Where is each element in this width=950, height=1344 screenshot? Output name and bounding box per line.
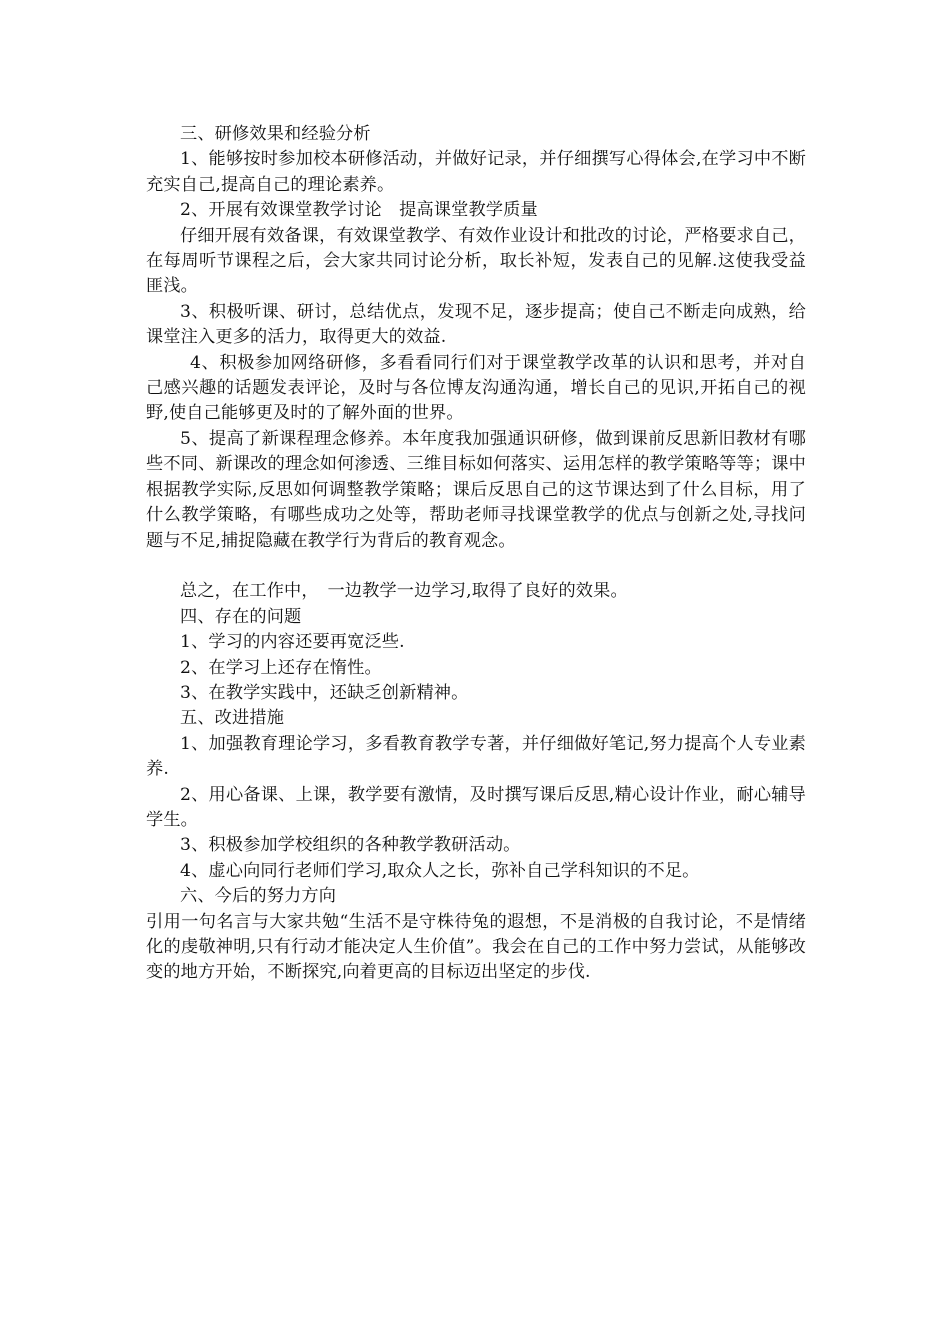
paragraph-closing: 引用一句名言与大家共勉“生活不是守株待兔的遐想，不是消极的自我讨论，不是情绪化的虔敬神明,只有行动才能决定人生价值”。我会在自己的工作中努力尝试，从能够改变的地方开始，不断探究,向着更高的目标迈出坚定的步伐. [146, 911, 806, 983]
paragraph: 3、积极听课、研讨，总结优点，发现不足，逐步提高；使自己不断走向成熟，给课堂注入更多的活力，取得更大的效益. [146, 301, 806, 348]
list-item: 1、学习的内容还要再宽泛些. [180, 632, 405, 653]
paragraph: 4、积极参加网络研修，多看看同行们对于课堂教学改革的认识和思考，并对自己感兴趣的话题发表评论，及时与各位博友沟通沟通，增长自己的见识,开拓自己的视野,使自己能够更及时的了解外面的世界。 [146, 352, 806, 424]
blank-line [146, 554, 806, 579]
list-item: 3、积极参加学校组织的各种教学教研活动。 [180, 835, 521, 856]
paragraph: 5、提高了新课程理念修养。本年度我加强通识研修，做到课前反思新旧教材有哪些不同、新课改的理念如何渗透、三维目标如何落实、运用怎样的教学策略等等；课中根据教学实际,反思如何调整教学策略；课后反思自己的这节课达到了什么目标，用了什么教学策略，有哪些成功之处等，帮助老师寻找课堂教学的优点与创新之处,寻找问题与不足,捕捉隐藏在教学行为背后的教育观念。 [146, 428, 806, 551]
paragraph: 1、能够按时参加校本研修活动，并做好记录，并仔细撰写心得体会,在学习中不断充实自己,提高自己的理论素养。 [146, 149, 806, 195]
section-heading-problems: 四、存在的问题 [180, 606, 302, 627]
document-body [146, 122, 806, 986]
list-item: 2、在学习上还存在惰性。 [180, 657, 382, 678]
list-item: 1、加强教育理论学习，多看教育教学专著，并仔细做好笔记,努力提高个人专业素养. [146, 733, 806, 780]
list-item: 2、用心备课、上课，教学要有激情，及时撰写课后反思,精心设计作业，耐心辅导学生。 [146, 784, 806, 830]
section-heading-improvements: 五、改进措施 [180, 708, 285, 729]
section-heading-future-direction: 六、今后的努力方向 [180, 886, 337, 907]
paragraph: 仔细开展有效备课，有效课堂教学、有效作业设计和批改的讨论，严格要求自己，在每周听节课程之后，会大家共同讨论分析，取长补短，发表自己的见解.这使我受益匪浅。 [146, 225, 806, 297]
paragraph-summary: 总之，在工作中， 一边教学一边学习,取得了良好的效果。 [180, 581, 628, 602]
section-heading-research-results: 三、研修效果和经验分析 [180, 124, 371, 144]
list-item: 3、在教学实践中，还缺乏创新精神。 [180, 682, 469, 703]
list-item: 4、虚心向同行老师们学习,取众人之长，弥补自己学科知识的不足。 [180, 860, 700, 881]
paragraph: 2、开展有效课堂教学讨论 提高课堂教学质量 [180, 200, 538, 221]
